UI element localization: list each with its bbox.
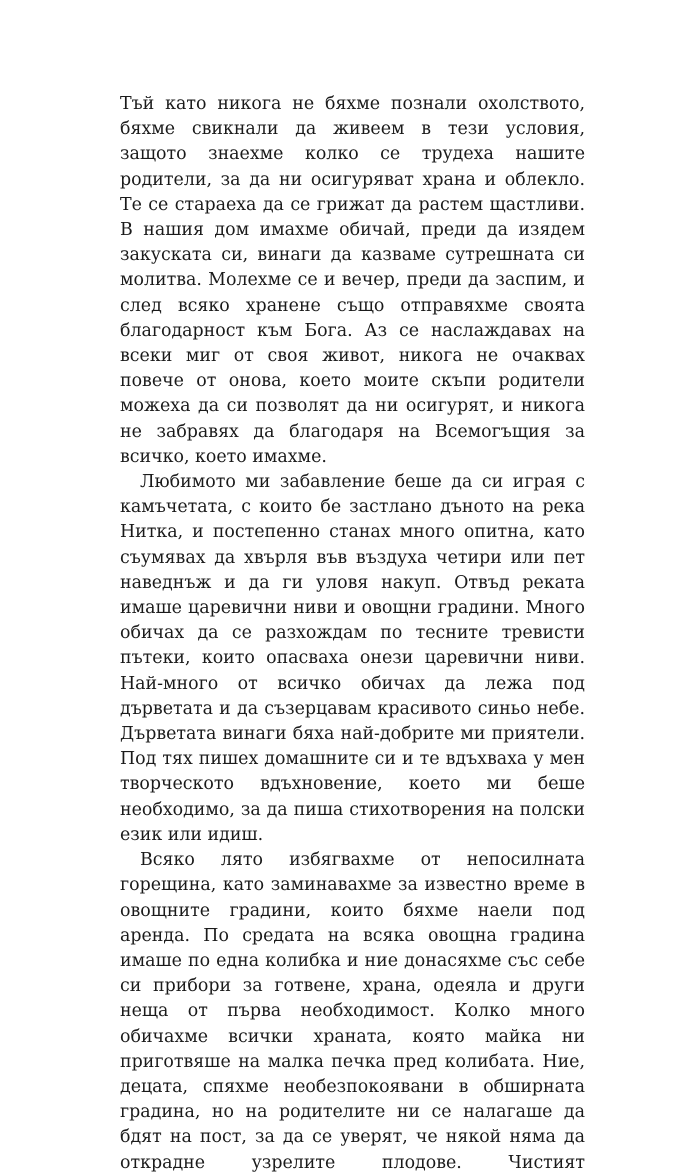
paragraph-2: Любимото ми забавление беше да си играя с камъчетата, с които бе застлано дъното на река Нитка, и постепенно станах много опитна, като съумявах да хвърля във въздуха четири или пет наведнъж и да ги уловя накуп. Отвъд реката имаше царевични ниви и овощни градини. Много обичах да се разхождам по тесните тревисти пътеки, които опасваха онези царевични ниви. Най-много от всичко обичах да лежа под дърветата и да съзерцавам красивото синьо небе. Дърветата винаги бяха най-добрите ми приятели. Под тях пишех домашните си и те вдъхваха у мен творческото вдъхновение, което ми беше необходимо, за да пиша стихотворения на полски език или идиш. [120,472,585,845]
book-page [120,92,585,1176]
paragraph-3: Всяко лято избягвахме от непосилната горещина, като заминавахме за известно време в овощните градини, които бяхме наели под аренда. По средата на всяка овощна градина имаше по една колибка и ние донасяхме със себе си прибори за готвене, храна, одеяла и други неща от първа необходимост. Колко много обичахме всички храната, която майка ни приготвяше на малка печка пред колибата. Ние, децата, спяхме необезпокоявани в обширната градина, но на родителите ни се налагаше да бдят на пост, за да се уверят, че някой няма да открадне узрелите плодове. Чистият [120,850,585,1173]
paragraph-1: Тъй като никога не бяхме познали охолството, бяхме свикнали да живеем в тези условия, защото знаехме колко се трудеха нашите родители, за да ни осигуряват храна и облекло. Те се стараеха да се грижат да растем щастливи. В нашия дом имахме обичай, преди да изядем закуската си, винаги да казваме сутрешната си молитва. Молехме се и вечер, преди да заспим, и след всяко хранене също отправяхме своята благодарност към Бога. Аз се наслаждавах на всеки миг от своя живот, никога не очаквах повече от онова, което моите скъпи родители можеха да си позволят да ни осигурят, и никога не забравях да благодаря на Всемогъщия за всичко, което имахме. [120,94,585,467]
